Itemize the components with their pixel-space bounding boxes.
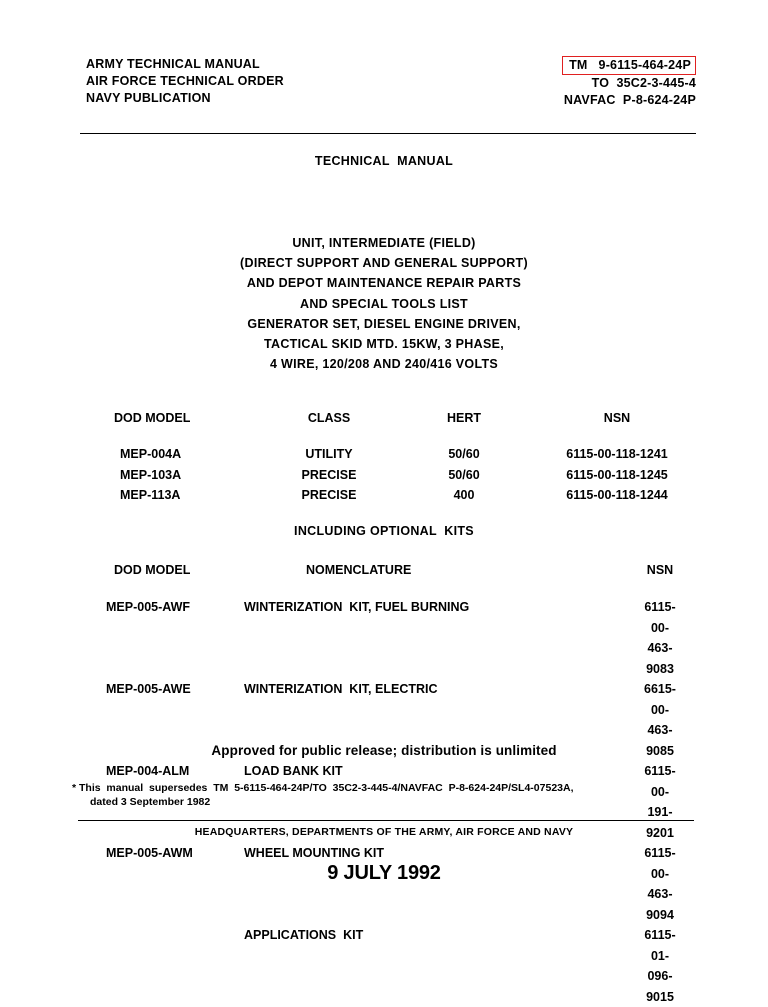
model-cell [100, 925, 244, 1007]
header-navy-line: NAVY PUBLICATION [86, 91, 211, 105]
footer-divider [78, 820, 694, 821]
models-table-header [100, 408, 680, 444]
subtitle-line: TACTICAL SKID MTD. 15KW, 3 PHASE, [263, 337, 504, 352]
col-header-dod-model: DOD MODEL [114, 563, 191, 577]
class-cell: PRECISE [301, 467, 357, 482]
col-header-hert: HERT [446, 411, 482, 425]
table-row [100, 465, 680, 486]
table-row [100, 444, 680, 465]
footnote-line: dated 3 September 1982 [90, 796, 211, 808]
col-header-nomenclature: NOMENCLATURE [306, 563, 412, 577]
table-row [100, 597, 680, 679]
table-row [100, 485, 680, 506]
nsn-cell: 6115-00-118-1244 [566, 488, 668, 502]
model-cell: MEP-004A [120, 447, 182, 461]
headquarters-line: HEADQUARTERS, DEPARTMENTS OF THE ARMY, AIR FORCE AND NAVY [194, 826, 574, 838]
nsn-cell: 6115-01-096-9015 [644, 928, 676, 1004]
col-header-dod-model: DOD MODEL [114, 411, 191, 425]
footnote-line: * This manual supersedes TM 5-6115-464-24P/TO 35C2-3-445-4/NAVFAC P-8-624-24P/SL4-07523A, [72, 782, 574, 794]
navfac-number: NAVFAC P-8-624-24P [563, 93, 696, 107]
subtitle-line: 4 WIRE, 120/208 AND 240/416 VOLTS [269, 357, 499, 372]
hert-cell: 50/60 [448, 467, 480, 482]
col-header-nsn: NSN [603, 411, 631, 425]
header-army-line: ARMY TECHNICAL MANUAL [86, 57, 260, 71]
subtitle-line: AND SPECIAL TOOLS LIST [300, 296, 468, 311]
class-cell: PRECISE [301, 488, 357, 502]
nomenclature-cell: WHEEL MOUNTING KIT [244, 846, 385, 860]
nomenclature-cell: APPLICATIONS KIT [244, 928, 364, 942]
supersedes-footnote [72, 781, 574, 809]
optional-kits-heading: INCLUDING OPTIONAL KITS [294, 524, 474, 538]
subtitle-line: UNIT, INTERMEDIATE (FIELD) [292, 236, 476, 250]
hert-cell: 400 [453, 488, 475, 502]
header-airforce-line: AIR FORCE TECHNICAL ORDER [86, 74, 284, 88]
model-cell: MEP-005-AWM [106, 846, 193, 860]
header-divider [80, 133, 696, 134]
header-left-block [86, 56, 284, 107]
tm-number: TM 9-6115-464-24P [562, 56, 696, 75]
nomenclature-cell: WINTERIZATION KIT, ELECTRIC [244, 682, 438, 696]
nsn-cell: 6115-00-463-9094 [644, 846, 676, 922]
document-type: TECHNICAL MANUAL [314, 154, 454, 168]
publication-date: 9 JULY 1992 [327, 862, 441, 884]
nsn-cell: 6115-00-191-9201 [644, 764, 676, 840]
nsn-cell: 6115-00-118-1241 [566, 447, 668, 461]
document-subtitle [0, 233, 768, 374]
kits-table-header [100, 560, 680, 597]
col-header-nsn: NSN [646, 563, 674, 577]
nsn-cell: 6115-00-463-9083 [644, 600, 676, 676]
subtitle-line: GENERATOR SET, DIESEL ENGINE DRIVEN, [247, 316, 521, 331]
model-cell: MEP-004-ALM [106, 764, 190, 778]
nsn-cell: 6615-00-463-9085 [644, 682, 676, 758]
header-right-block [562, 56, 696, 109]
nomenclature-cell: WINTERIZATION KIT, FUEL BURNING [244, 600, 470, 614]
subtitle-line: (DIRECT SUPPORT AND GENERAL SUPPORT) [240, 256, 528, 271]
models-table [100, 408, 680, 506]
model-cell: MEP-113A [120, 488, 181, 502]
model-cell: MEP-005-AWF [106, 600, 191, 614]
to-number: TO 35C2-3-445-4 [591, 76, 696, 90]
nomenclature-cell: LOAD BANK KIT [244, 764, 343, 778]
nsn-cell: 6115-00-118-1245 [566, 467, 668, 482]
class-cell: UTILITY [305, 447, 353, 461]
model-cell: MEP-103A [120, 467, 182, 482]
subtitle-line: AND DEPOT MAINTENANCE REPAIR PARTS [246, 276, 522, 291]
hert-cell: 50/60 [448, 447, 480, 461]
table-row [100, 925, 680, 1007]
distribution-statement: Approved for public release; distribution is unlimited [211, 743, 557, 758]
col-header-class: CLASS [307, 411, 351, 425]
model-cell: MEP-005-AWE [106, 682, 191, 696]
